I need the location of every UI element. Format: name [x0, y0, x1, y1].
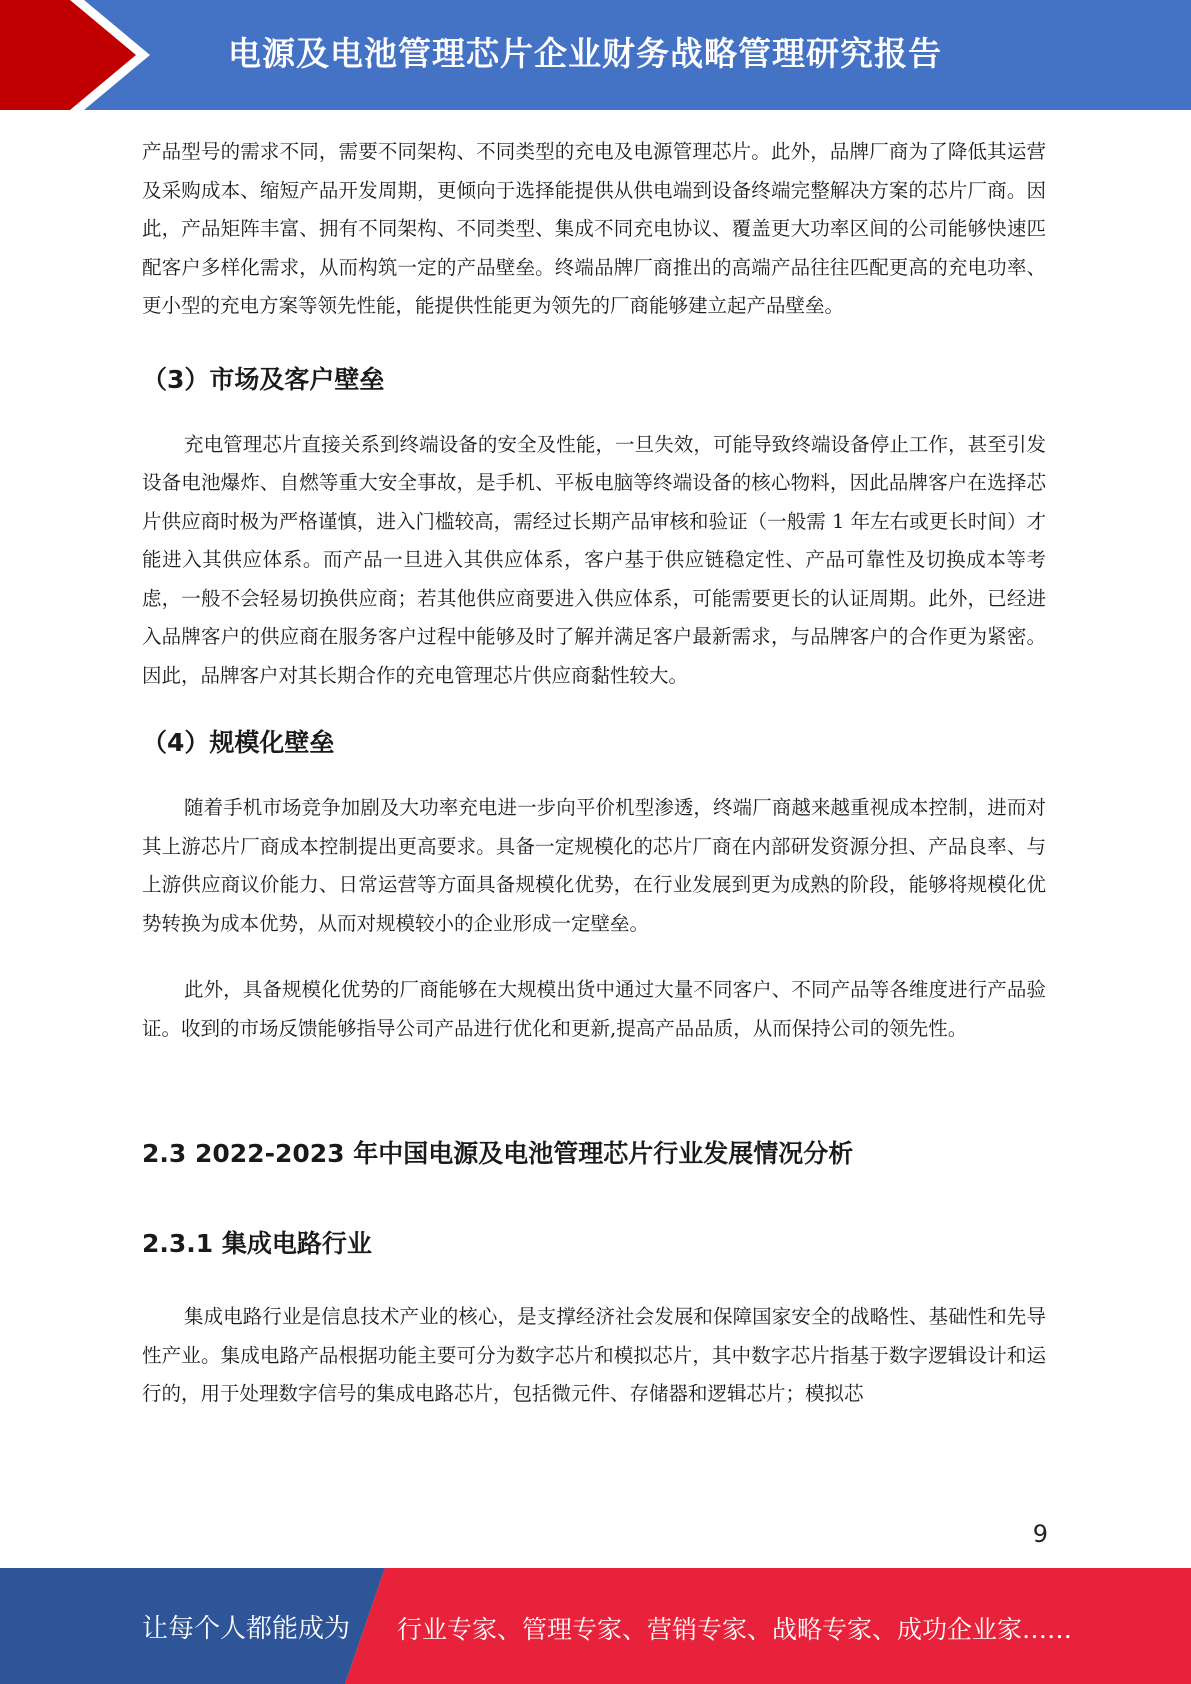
page-footer — [0, 1568, 1191, 1684]
paragraph-scale-barrier: 随着手机市场竞争加剧及大功率充电进一步向平价机型渗透，终端厂商越来越重视成本控制，进而对其上游芯片厂商成本控制提出更高要求。具备一定规模化的芯片厂商在内部研发资源分担、产品良率、与上游供应商议价能力、日常运营等方面具备规模化优势，在行业发展到更为成熟的阶段，能够将规模化优势转换为成本优势，从而对规模较小的企业形成一定壁垒。 — [142, 796, 1046, 935]
page-number: 9 — [1032, 1520, 1048, 1548]
page-header — [0, 0, 1191, 110]
footer-slogan-left: 让每个人都能成为 — [142, 1614, 351, 1644]
report-title: 电源及电池管理芯片企业财务战略管理研究报告 — [228, 34, 942, 73]
paragraph-ic-industry: 集成电路行业是信息技术产业的核心，是支撑经济社会发展和保障国家安全的战略性、基础性和先导性产业。集成电路产品根据功能主要可分为数字芯片和模拟芯片，其中数字芯片指基于数字逻辑设计和运行的，用于处理数字信号的集成电路芯片，包括微元件、存储器和逻辑芯片；模拟芯 — [142, 1305, 1046, 1405]
paragraph-scale-advantage: 此外，具备规模化优势的厂商能够在大规模出货中通过大量不同客户、不同产品等各维度进行产品验证。收到的市场反馈能够指导公司产品进行优化和更新,提高产品品质，从而保持公司的领先性。 — [142, 978, 1046, 1040]
section-heading-2-3: 2.3 2022-2023 年中国电源及电池管理芯片行业发展情况分析 — [142, 1139, 854, 1168]
subsection-heading-2-3-1: 2.3.1 集成电路行业 — [142, 1229, 372, 1258]
page-content — [142, 133, 1046, 1414]
footer-slogan-right: 行业专家、管理专家、营销专家、战略专家、成功企业家…… — [397, 1615, 1073, 1644]
paragraph-product-barrier: 产品型号的需求不同，需要不同架构、不同类型的充电及电源管理芯片。此外，品牌厂商为了降低其运营及采购成本、缩短产品开发周期，更倾向于选择能提供从供电端到设备终端完整解决方案的芯片厂商。因此，产品矩阵丰富、拥有不同架构、不同类型、集成不同充电协议、覆盖更大功率区间的公司能够快速匹配客户多样化需求，从而构筑一定的产品壁垒。终端品牌厂商推出的高端产品往往匹配更高的充电功率、更小型的充电方案等领先性能，能提供性能更为领先的厂商能够建立起产品壁垒。 — [142, 140, 1046, 317]
heading-scale-barrier: （4）规模化壁垒 — [142, 728, 335, 757]
heading-market-customer-barrier: （3）市场及客户壁垒 — [142, 364, 385, 394]
red-chevron-decoration — [0, 0, 150, 110]
paragraph-market-customer-barrier: 充电管理芯片直接关系到终端设备的安全及性能，一旦失效，可能导致终端设备停止工作，甚至引发设备电池爆炸、自燃等重大安全事故，是手机、平板电脑等终端设备的核心物料，因此品牌客户在选择芯片供应商时极为严格谨慎，进入门槛较高，需经过长期产品审核和验证（一般需 1 年左右或更长时间）才能进入其供应体系。而产品一旦进入其供应体系，客户基于供应链稳定性、产品可靠性及切换成本等考虑，一般不会轻易切换供应商；若其他供应商要进入供应体系，可能需要更长的认证周期。此外，已经进入品牌客户的供应商在服务客户过程中能够及时了解并满足客户最新需求，与品牌客户的合作更为紧密。因此，品牌客户对其长期合作的充电管理芯片供应商黏性较大。 — [142, 432, 1046, 687]
